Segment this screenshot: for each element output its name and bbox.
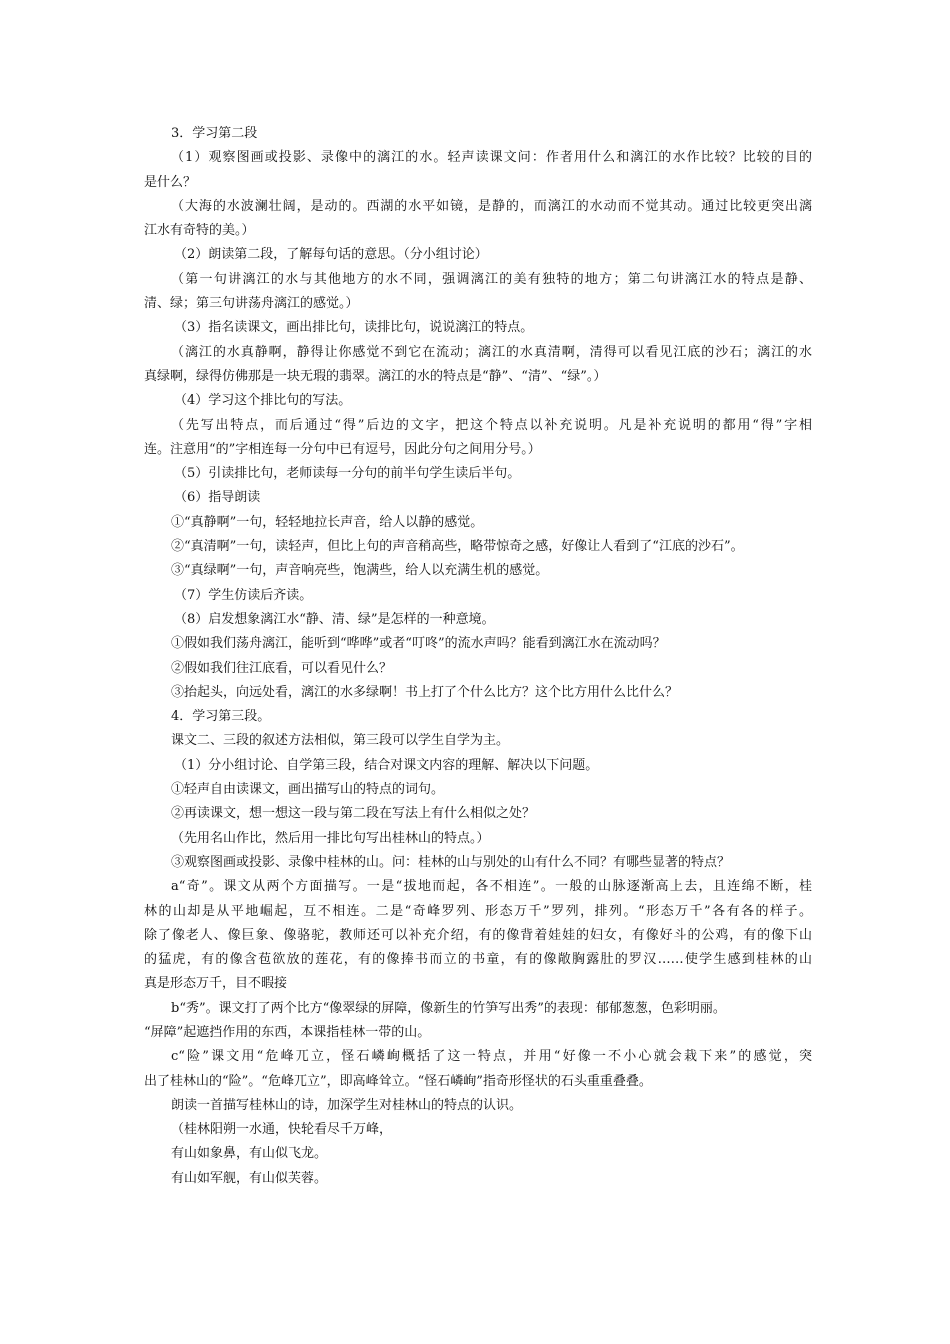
text-line: ①假如我们荡舟漓江，能听到“哗哗”或者“叮咚”的流水声吗？能看到漓江水在流动吗？ [171, 636, 666, 652]
text-line: 真绿啊，绿得仿佛那是一块无瑕的翡翠。漓江的水的特点是“静”、“清”、“绿”。） [144, 368, 607, 384]
text-line: ②假如我们往江底看，可以看见什么？ [171, 660, 393, 676]
text-line: ②“真清啊”一句，读轻声，但比上句的声音稍高些，略带惊奇之感，好像让人看到了“江底的沙石”。 [171, 539, 744, 555]
text-line: （先用名山作比，然后用一排比句写出桂林山的特点。） [171, 830, 490, 846]
text-line: （6）指导朗读 [174, 490, 261, 506]
text-line: ③“真绿啊”一句，声音响亮些，饱满些，给人以充满生机的感觉。 [171, 563, 549, 579]
text-line: c“险”课文用“危峰兀立，怪石嶙峋概括了这一特点，并用“好像一不小心就会栽下来”的感觉，突 [171, 1049, 812, 1065]
text-line: ①轻声自由读课文，画出描写山的特点的词句。 [171, 782, 445, 798]
text-line: 除了像老人、像巨象、像骆驼，教师还可以补充介绍，有的像背着娃娃的妇女，有像好斗的公鸡，有的像下山 [144, 927, 812, 943]
text-line: a“奇”。课文从两个方面描写。一是“拔地而起，各不相连”。一般的山脉逐渐高上去，且连绵不断，桂 [171, 879, 812, 895]
text-line: 连。注意用“的”字相连每一分句中已有逗号，因此分句之间用分号。） [144, 441, 541, 457]
text-line: 林的山却是从平地崛起，互不相连。二是“奇峰罗列、形态万千”罗列，排列。“形态万千”各有各的样子。 [144, 903, 812, 919]
text-line: ③抬起头，向远处看，漓江的水多绿啊！书上打了个什么比方？这个比方用什么比什么？ [171, 684, 679, 700]
text-line: （8）启发想象漓江水“静、清、绿”是怎样的一种意境。 [174, 611, 495, 627]
text-line: 江水有奇特的美。） [144, 223, 255, 239]
document-page [144, 122, 812, 1191]
text-line: （7）学生仿读后齐读。 [174, 587, 313, 603]
text-line: 真是形态万千，目不暇接 [144, 976, 288, 992]
text-line: （5）引读排比句，老师读每一分句的前半句学生读后半句。 [174, 466, 521, 482]
text-line: 有山如军舰，有山似芙蓉。 [171, 1170, 328, 1186]
text-line: 有山如象鼻，有山似飞龙。 [171, 1146, 328, 1162]
text-line: （桂林阳朔一水通，快轮看尽千万峰， [171, 1122, 393, 1138]
text-line: （3）指名读课文，画出排比句，读排比句，说说漓江的特点。 [174, 320, 534, 336]
text-line: （第一句讲漓江的水与其他地方的水不同，强调漓江的美有独特的地方；第二句讲漓江水的特点是静、 [171, 271, 812, 287]
text-line: 朗读一首描写桂林山的诗，加深学生对桂林山的特点的认识。 [171, 1097, 523, 1113]
text-line: 清、绿；第三句讲荡舟漓江的感觉。） [144, 296, 359, 312]
text-line: ②再读课文，想一想这一段与第二段在写法上有什么相似之处？ [171, 806, 536, 822]
text-line: （2）朗读第二段，了解每句话的意思。（分小组讨论） [174, 247, 488, 263]
text-line: b“秀”。课文打了两个比方“像翠绿的屏障，像新生的竹笋写出秀”的表现：郁郁葱葱，色彩明丽。 [171, 1000, 726, 1016]
text-line: （漓江的水真静啊，静得让你感觉不到它在流动；漓江的水真清啊，清得可以看见江底的沙石；漓江的水 [171, 344, 812, 360]
text-line: 是什么？ [144, 174, 197, 190]
text-line: 课文二、三段的叙述方法相似，第三段可以学生自学为主。 [171, 733, 510, 749]
text-line: （先写出特点，而后通过“得”后边的文字，把这个特点以补充说明。凡是补充说明的都用“得”字相 [171, 417, 812, 433]
text-line: 4．学习第三段。 [171, 709, 271, 725]
text-line: “屏障”起遮挡作用的东西，本课指桂林一带的山。 [144, 1024, 431, 1040]
text-line: （1）分小组讨论、自学第三段，结合对课文内容的理解、解决以下问题。 [174, 757, 599, 773]
text-line: 的猛虎，有的像含苞欲放的莲花，有的像捧书而立的书童，有的像敞胸露肚的罗汉……使学生感到桂林的山 [144, 952, 812, 968]
text-line: 3．学习第二段 [171, 126, 258, 141]
text-line: 出了桂林山的“险”。“危峰兀立”，即高峰耸立。“怪石嶙峋”指奇形怪状的石头重重叠叠。 [144, 1073, 652, 1089]
text-line: ①“真静啊”一句，轻轻地拉长声音，给人以静的感觉。 [171, 514, 484, 530]
text-line: （4）学习这个排比句的写法。 [174, 393, 352, 409]
text-line: （1）观察图画或投影、录像中的漓江的水。轻声读课文问：作者用什么和漓江的水作比较？比较的目的 [171, 150, 812, 166]
text-line: （大海的水波澜壮阔，是动的。西湖的水平如镜，是静的，而漓江的水动而不觉其动。通过比较更突出漓 [171, 198, 812, 214]
text-line: ③观察图画或投影、录像中桂林的山。问：桂林的山与别处的山有什么不同？有哪些显著的特点？ [171, 854, 731, 870]
